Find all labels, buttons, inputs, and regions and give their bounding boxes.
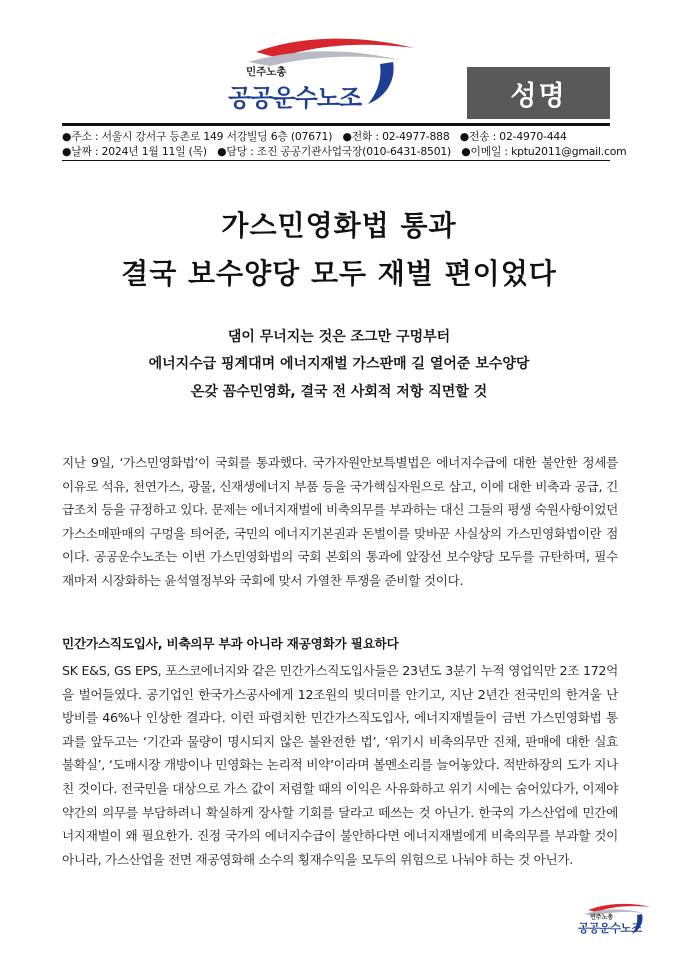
header-divider [62, 123, 610, 126]
address-text: ●주소 : 서울시 강서구 등촌로 149 서강빌딩 6층 (07671) [62, 130, 333, 143]
contact-person-text: ●담당 : 조진 공공기관사업국장(010-6431-8501) [217, 145, 452, 158]
body-paragraph-1: 지난 9일, ‘가스민영화법’이 국회를 통과했다. 국가자원안보특별법은 에너지수급에 대한 불안한 정세를 이유로 석유, 천연가스, 광물, 신재생에너지 부품 등을 국가핵심자원으로 삼고, 이에 대한 비축과 공급, 긴급조치 등을 규정하고 있다. 문제는 에너지재벌에 비축의무를 부과하는 대신 그들의 평생 숙원사항이었던 가스소매판매의 구멍을 틔어준, 국민의 에너지기본권과 돈벌이를 맞바꾼 사실상의 가스민영화법이란 점이다. 공공운수노조는 이번 가스민영화법의 국회 본회의 통과에 앞장선 보수양당 모두를 규탄하며, 필수재마저 시장화하는 윤석열정부와 국회에 맞서 가열찬 투쟁을 준비할 것이다. [62, 455, 618, 588]
email-text: ●이메일 : kptu2011@gmail.com [461, 145, 627, 158]
fax-text: ●전송 : 02-4970-444 [459, 130, 567, 143]
footer-logo-subtitle: 민주노총 [590, 914, 614, 921]
headline-line-2: 결국 보수양당 모두 재벌 편이었다 [121, 257, 557, 290]
logo-title: 공공운수노조 [228, 84, 362, 112]
section-heading: 민간가스직도입사, 비축의무 부과 아니라 재공영화가 필요하다 [62, 636, 399, 651]
body-paragraph-2: SK E&S, GS EPS, 포스코에너지와 같은 민간가스직도입사들은 23년도 3분기 누적 영업익만 2조 172억을 벌어들였다. 공기업인 한국가스공사에게 12조원의 빚더미를 안기고, 지난 2년간 전국민의 한겨울 난방비를 46%나 인상한 결과다. 이런 파렴치한 민간가스직도입사, 에너지재벌들이 금번 가스민영화법 통과를 앞두고는 ‘기간과 물량이 명시되지 않은 불완전한 법’, ‘위기시 비축의무만 진채, 판매에 대한 실효 불확실’, ‘도매시장 개방이나 민영화는 논리적 비약’이라며 볼멘소리를 늘어놓았다. 적반하장의 도가 지나친 것이다. 전국민을 대상으로 가스 값이 저렴할 때의 이익은 사유화하고 위기 시에는 숨어있다가, 이제야 약간의 의무를 부담하려니 확실하게 장사할 기회를 달라고 떼쓰는 것 아닌가. 한국의 가스산업에 민간에너지재벌이 왜 필요한가. 진정 국가의 에너지수급이 불안하다면 에너지재벌에게 비축의무를 부과할 것이 아니라, 가스산업을 전면 재공영화해 소수의 횡재수익을 모두의 위험으로 나눠야 하는 것 아닌가. [62, 663, 618, 867]
phone-text: ●전화 : 02-4977-888 [342, 130, 450, 143]
info-divider [62, 160, 610, 161]
footer-logo-title: 공공운수노조 [578, 921, 642, 935]
meta-info-row [62, 144, 627, 159]
contact-info-row [62, 129, 622, 144]
logo-subtitle: 민주노총 [246, 66, 287, 78]
statement-label: 성명 [467, 67, 610, 119]
subheadline-1: 댐이 무너지는 것은 조그만 구멍부터 [227, 329, 451, 345]
footer-logo [572, 902, 652, 938]
subheadline-3: 온갖 꼼수민영화, 결국 전 사회적 저항 직면할 것 [190, 384, 488, 400]
date-text: ●날짜 : 2024년 1월 11일 (목) [62, 145, 207, 158]
subheadline-2: 에너지수급 핑계대며 에너지재벌 가스판매 길 열어준 보수양당 [148, 356, 530, 372]
union-logo [218, 38, 418, 112]
headline-line-1: 가스민영화법 통과 [221, 209, 457, 242]
